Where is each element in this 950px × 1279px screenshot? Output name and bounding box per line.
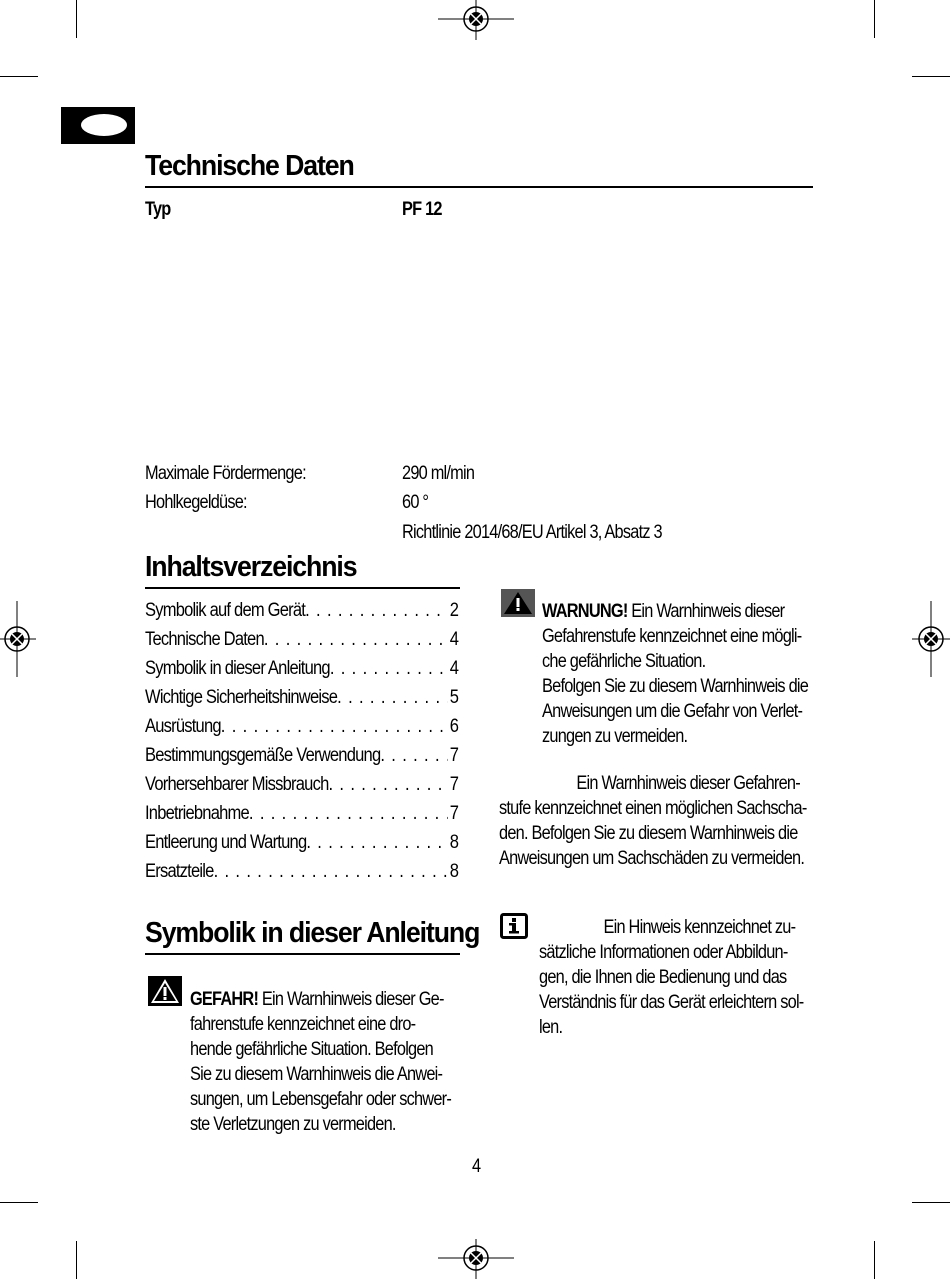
toc-entry[interactable] — [145, 716, 458, 740]
language-tab-icon — [61, 107, 135, 144]
type-value: PF 12 — [402, 199, 442, 220]
tech-data-heading: Technische Daten — [145, 150, 354, 182]
toc-entry-page: 4 — [449, 629, 459, 650]
toc-entry-page: 6 — [449, 716, 459, 737]
toc-entry-label: Symbolik in dieser Anleitung — [145, 658, 330, 679]
page-number: 4 — [472, 1156, 481, 1177]
crop-mark — [912, 1202, 950, 1203]
crop-mark — [874, 1241, 875, 1279]
spec-value: 60 ° — [402, 492, 429, 513]
crop-mark — [0, 1202, 38, 1203]
toc-entry-label: Bestimmungsgemäße Verwendung — [145, 745, 381, 766]
toc-entry[interactable] — [145, 687, 458, 711]
warning-icon — [501, 589, 535, 617]
toc-entry-label: Vorhersehbarer Missbrauch — [145, 774, 329, 795]
toc-entry-page: 4 — [449, 658, 459, 679]
property-damage-text: Ein Warnhinweis dieser Gefahren- stufe kennzeichnet einen möglichen Sachscha- den. Befolgen Sie zu diesem Warnhinweis die Anweisungen um Sachschäden zu vermeiden. — [499, 773, 807, 869]
toc-rule — [145, 587, 460, 589]
toc-entry-label: Symbolik auf dem Gerät — [145, 600, 306, 621]
danger-warning-icon — [148, 976, 182, 1006]
toc-entry-page: 8 — [449, 832, 459, 853]
crop-mark — [76, 1241, 77, 1279]
toc-entry-label: Technische Daten — [145, 629, 264, 650]
crop-mark — [912, 76, 950, 77]
registration-mark-icon — [438, 1239, 514, 1279]
danger-text: GEFAHR! Ein Warnhinweis dieser Ge- fahrenstufe kennzeichnet eine dro- hende gefährliche Situation. Befolgen Sie zu diesem Warnhinweis die Anwei- sungen, um Lebensgefahr oder schwer- ste Verletzungen zu vermeiden. — [190, 989, 451, 1135]
toc-entry-page: 7 — [449, 774, 459, 795]
info-icon — [500, 913, 528, 939]
warning-text: WARNUNG! Ein Warnhinweis dieser Gefahrenstufe kennzeichnet eine mögli- che gefährliche Situation. Befolgen Sie zu diesem Warnhinweis die Anweisungen um die Gefahr von Verlet- zungen zu vermeiden. — [542, 601, 809, 747]
toc-entry[interactable] — [145, 832, 458, 856]
toc-entry[interactable] — [145, 745, 458, 769]
symbolik-heading: Symbolik in dieser Anleitung — [145, 917, 480, 949]
toc-entry-label: Ersatzteile — [145, 861, 214, 882]
spec-value: Richtlinie 2014/68/EU Artikel 3, Absatz 3 — [402, 522, 662, 543]
toc-entry[interactable] — [145, 600, 458, 624]
toc-entry-page: 7 — [449, 803, 459, 824]
crop-mark — [0, 76, 38, 77]
spec-label: Maximale Fördermenge: — [145, 463, 306, 484]
info-text: Ein Hinweis kennzeichnet zu- sätzliche Informationen oder Abbildun- gen, die Ihnen die Bedienung und das Verständnis für das Gerät erleichtern sol- len. — [539, 917, 804, 1038]
danger-keyword: GEFAHR! — [190, 989, 259, 1010]
symbolik-rule — [145, 953, 460, 955]
registration-mark-icon — [438, 0, 514, 40]
type-label: Typ — [145, 199, 171, 220]
toc-entry-page: 7 — [449, 745, 459, 766]
toc-entry[interactable] — [145, 629, 458, 653]
toc-heading: Inhaltsverzeichnis — [145, 551, 357, 583]
toc-entry-label: Wichtige Sicherheitshinweise — [145, 687, 338, 708]
toc-entry-label: Inbetriebnahme — [145, 803, 249, 824]
registration-mark-icon — [0, 601, 36, 677]
toc-entry[interactable] — [145, 774, 458, 798]
spec-value: 290 ml/min — [402, 463, 475, 484]
crop-mark — [874, 0, 875, 38]
tech-data-rule — [145, 186, 813, 188]
toc-entry-label: Ausrüstung — [145, 716, 221, 737]
toc-entry-page: 5 — [449, 687, 459, 708]
toc-entry-page: 2 — [449, 600, 459, 621]
toc-entry[interactable] — [145, 861, 458, 885]
spec-label: Hohlkegeldüse: — [145, 492, 247, 513]
toc-entry-label: Entleerung und Wartung — [145, 832, 307, 853]
warning-keyword: WARNUNG! — [542, 601, 628, 622]
toc-entry-page: 8 — [449, 861, 459, 882]
crop-mark — [76, 0, 77, 38]
toc-entry[interactable] — [145, 803, 458, 827]
toc-entry[interactable] — [145, 658, 458, 682]
registration-mark-icon — [912, 601, 950, 677]
